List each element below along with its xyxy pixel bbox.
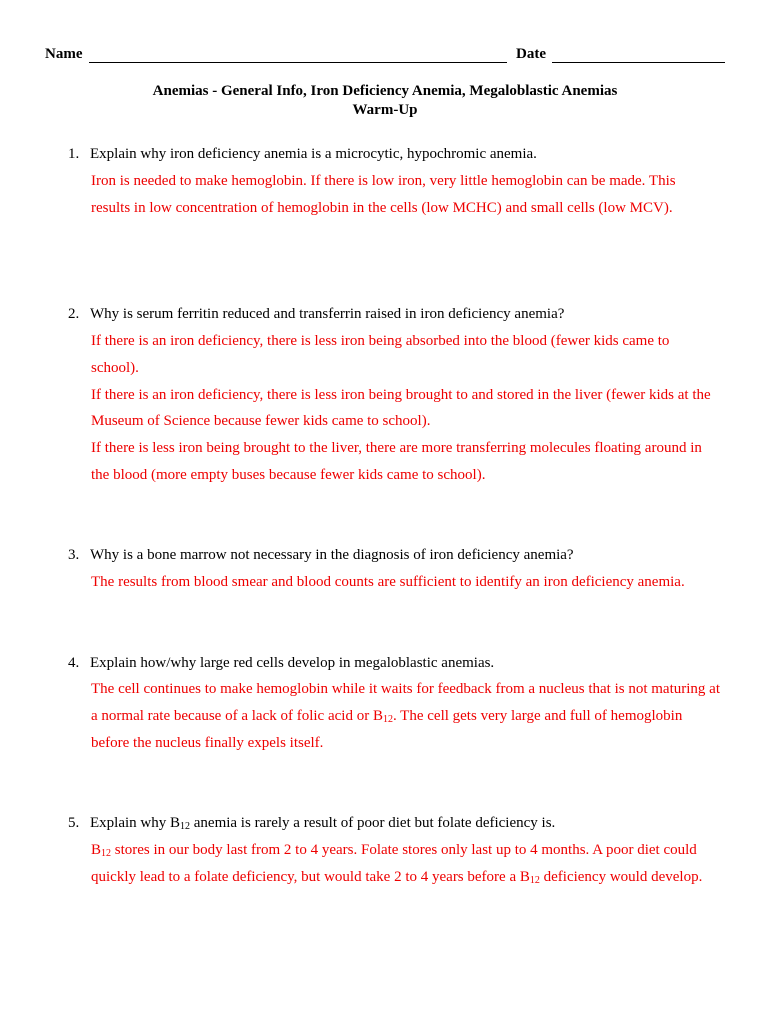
text-segment: deficiency would develop. <box>539 869 703 885</box>
question-text: Why is a bone marrow not necessary in the diagnosis of iron deficiency anemia? <box>90 547 574 563</box>
question-number: 1. <box>68 146 80 162</box>
answer-line-with-subscript <box>91 869 702 886</box>
question-text: Explain how/why large red cells develop in megaloblastic anemias. <box>90 655 495 671</box>
answer-line-with-subscript <box>91 708 682 725</box>
answer-line: school). <box>91 360 139 376</box>
question-text: Why is serum ferritin reduced and transferrin raised in iron deficiency anemia? <box>90 306 565 322</box>
question-number: 2. <box>68 306 80 322</box>
question-number: 4. <box>68 655 80 671</box>
text-segment: Explain why B <box>90 815 180 831</box>
date-blank-line[interactable] <box>552 62 725 63</box>
text-segment: stores in our body last from 2 to 4 years. Folate stores only last up to 4 months. A poor diet could <box>111 842 697 858</box>
text-segment: a normal rate because of a lack of folic acid or B <box>91 708 383 724</box>
subscript: 12 <box>101 848 112 859</box>
worksheet-subtitle: Warm-Up <box>352 102 418 118</box>
answer-line: If there is an iron deficiency, there is less iron being absorbed into the blood (fewer kids came to <box>91 333 670 349</box>
answer-line: the blood (more empty buses because fewer kids came to school). <box>91 467 486 483</box>
text-segment: anemia is rarely a result of poor diet but folate deficiency is. <box>190 815 556 831</box>
answer-line: If there is less iron being brought to the liver, there are more transferring molecules floating around in <box>91 440 702 456</box>
answer-line: The results from blood smear and blood counts are sufficient to identify an iron deficiency anemia. <box>91 574 685 590</box>
answer-line: The cell continues to make hemoglobin while it waits for feedback from a nucleus that is not maturing at <box>91 681 720 697</box>
question-text: Explain why iron deficiency anemia is a microcytic, hypochromic anemia. <box>90 146 537 162</box>
text-segment: . The cell gets very large and full of hemoglobin <box>392 708 683 724</box>
date-label: Date <box>516 46 546 62</box>
subscript: 12 <box>382 714 393 725</box>
name-label: Name <box>45 46 83 62</box>
answer-line: before the nucleus finally expels itself. <box>91 735 324 751</box>
question-text <box>90 815 555 832</box>
name-date-header <box>45 46 725 68</box>
text-segment: B <box>91 842 102 858</box>
answer-line: If there is an iron deficiency, there is less iron being brought to and stored in the liver (fewer kids at the <box>91 387 711 403</box>
subscript: 12 <box>529 875 540 886</box>
name-blank-line[interactable] <box>89 62 507 63</box>
question-number: 5. <box>68 815 80 831</box>
answer-line: results in low concentration of hemoglobin in the cells (low MCHC) and small cells (low MCV). <box>91 200 673 216</box>
text-segment: quickly lead to a folate deficiency, but would take 2 to 4 years before a B <box>91 869 530 885</box>
answer-line: Iron is needed to make hemoglobin. If there is low iron, very little hemoglobin can be made. This <box>91 173 676 189</box>
worksheet-title: Anemias - General Info, Iron Deficiency Anemia, Megaloblastic Anemias <box>152 83 618 99</box>
answer-line-with-subscript <box>91 842 697 859</box>
subscript: 12 <box>180 821 190 832</box>
question-number: 3. <box>68 547 80 563</box>
answer-line: Museum of Science because fewer kids came to school). <box>91 413 431 429</box>
